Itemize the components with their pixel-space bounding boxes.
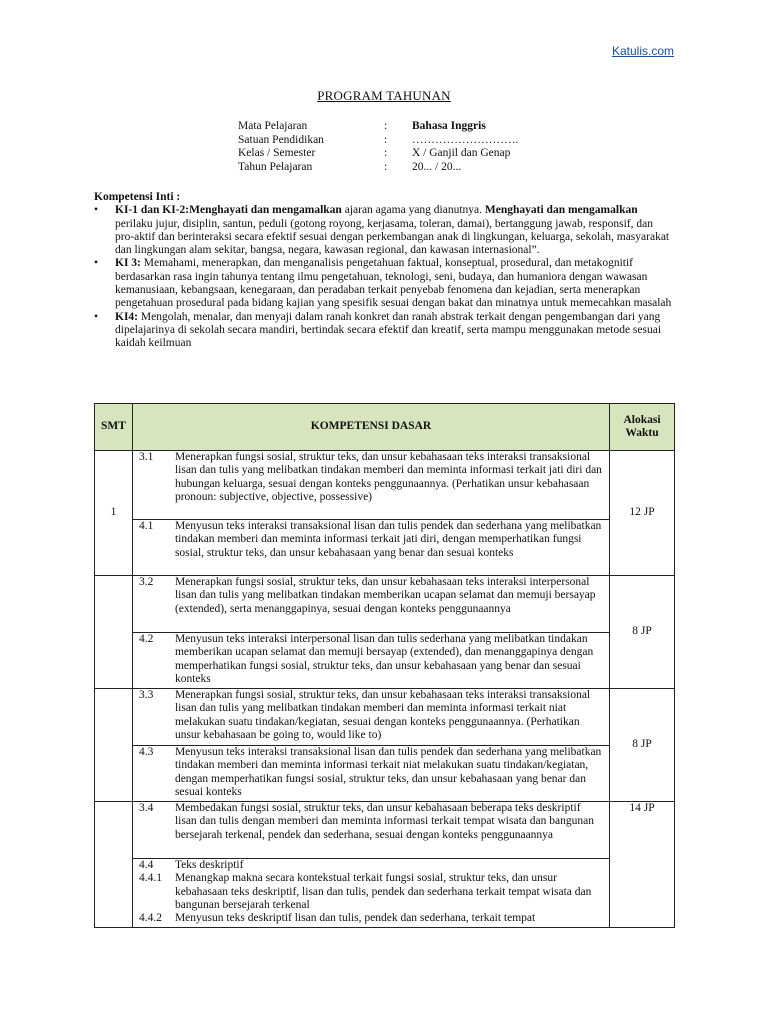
- smt-cell-empty: [95, 802, 133, 928]
- kd-text: Membedakan fungsi sosial, struktur teks, dan unsur kebahasaan beberapa teks deskriptif lisan dan tulis dengan memberi dan meminta informasi terkait tempat wisata dan bangunan bersejarah terkenal, pendek dan sederhana, sesuai dengan konteks penggunaannya: [174, 802, 594, 841]
- meta-value: X / Ganjil dan Genap: [412, 147, 511, 159]
- meta-colon: :: [384, 147, 388, 159]
- table-row: [95, 689, 675, 746]
- kd-cell: [132, 689, 609, 746]
- kd-number: 4.4.1: [138, 872, 162, 885]
- kd-cell: [132, 633, 609, 689]
- table-row: [95, 859, 675, 928]
- bullet-icon: •: [94, 257, 99, 270]
- alokasi-cell: 8 JP: [610, 576, 675, 689]
- meta-value: ……………………….: [412, 133, 519, 146]
- ki-bold: KI 3:: [115, 257, 141, 270]
- kompetensi-inti: [94, 191, 674, 351]
- smt-cell-empty: [95, 576, 133, 689]
- table-row: [95, 802, 675, 859]
- meta-row-class: [238, 147, 518, 161]
- table-header-row: [95, 404, 675, 451]
- table-row: [95, 576, 675, 633]
- alokasi-cell: 14 JP: [610, 802, 675, 928]
- meta-colon: :: [384, 160, 388, 173]
- kd-number: 4.1: [138, 520, 154, 532]
- katulis-link[interactable]: Katulis.com: [611, 44, 674, 58]
- kd-number: 4.4.2: [138, 912, 162, 925]
- kd-number: 4.3: [138, 746, 154, 758]
- kd-text: Menangkap makna secara kontekstual terkait fungsi sosial, struktur teks, dan unsur kebahasaan teks deskriptif, lisan dan tulis, pendek dan sederhana terkait tempat wisata dan bangunan bersejarah terkenal: [174, 872, 592, 911]
- table-row: [95, 520, 675, 576]
- ki-item-3: [94, 311, 674, 351]
- smt-cell-empty: [95, 689, 133, 802]
- kd-cell: [132, 802, 609, 859]
- header-kompetensi-dasar: KOMPETENSI DASAR: [132, 404, 609, 451]
- table-row: [95, 746, 675, 802]
- smt-cell: 1: [95, 451, 133, 576]
- kd-number: 4.2: [138, 633, 154, 645]
- kd-cell: [132, 859, 609, 928]
- ki-item-2: [94, 257, 674, 310]
- kd-text: Menyusun teks interaksi transaksional lisan dan tulis pendek dan sederhana yang melibatkan tindakan memberi dan meminta informasi terkait niat melakukan suatu tindakan/kegiatan, dengan memperhatikan fungsi sosial, struktur teks, dan unsur kebahasaan yang benar dan sesuai konteks: [174, 746, 602, 798]
- subject-meta: [238, 120, 518, 174]
- kompetensi-dasar-table: [94, 403, 675, 928]
- page-title: PROGRAM TAHUNAN: [317, 88, 451, 103]
- ki-text: Mengolah, menalar, dan menyaji dalam ranah konkret dan ranah abstrak terkait dengan pengembangan dari yang dipelajarinya di sekolah secara mandiri, bertindak secara efektif dan kreatif, serta mampu menggunakan metode sesuai kaidah keilmuan: [115, 310, 662, 350]
- kd-cell: [132, 576, 609, 633]
- meta-value: 20... / 20...: [412, 160, 462, 173]
- alokasi-cell: 12 JP: [610, 451, 675, 576]
- ki-text: Memahami, menerapkan, dan menganalisis pengetahuan faktual, konseptual, prosedural, dan metakognitif berdasarkan rasa ingin tahunya tentang ilmu pengetahuan, teknologi, seni, budaya, dan humaniora dengan wawasan kemanusiaan, kebangsaan, kenegaraan, dan peradaban terkait penyebab fenomena dan kejadian, serta menerapkan pengetahuan prosedural pada bidang kajian yang spesifik sesuai dengan bakat dan minatnya untuk memecahkan masalah: [115, 257, 672, 310]
- kd-text: Menyusun teks interaksi transaksional lisan dan tulis pendek dan sederhana yang melibatkan tindakan memberi dan meminta informasi terkait jati diri, dengan memperhatikan fungsi sosial, struktur teks, dan unsur kebahasaan yang benar dan sesuai konteks: [174, 520, 602, 559]
- kd-text: Menerapkan fungsi sosial, struktur teks, dan unsur kebahasaan teks interaksi transaksional lisan dan tulis yang melibatkan tindakan memberi dan meminta informasi terkait jati diri dan hubungan keluarga, sesuai dengan konteks penggunaannya. (Perhatikan unsur kebahasaan pronoun: subjective, objective, possessive): [174, 451, 602, 503]
- table-row: [95, 633, 675, 689]
- header-smt: SMT: [95, 404, 133, 451]
- kd-number: 3.1: [138, 451, 154, 463]
- header-alokasi: Alokasi Waktu: [610, 404, 675, 451]
- kd-number: 3.3: [138, 689, 154, 701]
- kd-cell: [132, 746, 609, 802]
- ki-text: ajaran agama yang dianutnya.: [341, 204, 485, 217]
- meta-colon: :: [384, 133, 388, 146]
- ki-bold: Menghayati dan mengamalkan: [484, 204, 638, 217]
- bullet-icon: •: [94, 310, 99, 323]
- meta-key: Mata Pelajaran: [238, 120, 308, 132]
- meta-key: Tahun Pelajaran: [238, 160, 313, 173]
- meta-key: Kelas / Semester: [238, 147, 316, 159]
- kd-text: Teks deskriptif: [174, 859, 244, 871]
- ki-item-1: [94, 204, 674, 257]
- meta-row-school: [238, 134, 518, 148]
- kd-number: 4.4: [138, 859, 154, 871]
- kd-cell: [132, 520, 609, 576]
- meta-row-year: [238, 161, 518, 175]
- ki-bold: KI-1 dan KI-2:Menghayati dan mengamalkan: [115, 204, 342, 217]
- meta-row-subject: [238, 120, 518, 134]
- kd-number: 3.2: [138, 576, 154, 588]
- ki-text: perilaku jujur, disiplin, santun, peduli (gotong royong, kerjasama, toleran, damai), bertanggung jawab, responsif, dan pro-aktif dan berinteraksi secara efektif sesuai dengan perkembangan anak di lingkungan, keluarga, sekolah, masyarakat dan lingkungan alam sekitar, bangsa, negara, kawasan regional, dan kawasan internasional”.: [115, 217, 670, 257]
- ki-heading: Kompetensi Inti :: [94, 191, 181, 203]
- kd-cell: [132, 451, 609, 520]
- bullet-icon: •: [94, 204, 99, 217]
- kd-text: Menyusun teks interaksi interpersonal lisan dan tulis sederhana yang melibatkan tindakan memberikan ucapan selamat dan memuji bersayap (extended), dan menanggapinya dengan memperhatikan fungsi sosial, struktur teks, dan unsur kebahasaan yang benar dan sesuai konteks: [174, 633, 594, 685]
- meta-colon: :: [384, 120, 388, 132]
- kd-number: 3.4: [138, 802, 154, 814]
- meta-key: Satuan Pendidikan: [238, 133, 324, 146]
- kd-text: Menerapkan fungsi sosial, struktur teks, dan unsur kebahasaan teks interaksi transaksional lisan dan tulis yang melibatkan tindakan memberi dan meminta informasi terkait niat melakukan suatu tindakan/kegiatan, sesuai dengan konteks penggunaannya. (Perhatikan unsur kebahasaan be going to, would like to): [174, 689, 591, 741]
- kd-text: Menerapkan fungsi sosial, struktur teks, dan unsur kebahasaan teks interaksi interpersonal lisan dan tulis yang melibatkan tindakan memberikan ucapan selamat dan memuji bersayap (extended), serta menanggapinya, sesuai dengan konteks penggunaannya: [174, 576, 596, 615]
- table-row: [95, 451, 675, 520]
- kd-text: Menyusun teks deskriptif lisan dan tulis, pendek dan sederhana, terkait tempat: [174, 912, 536, 925]
- meta-value: Bahasa Inggris: [412, 120, 486, 132]
- ki-bold: KI4:: [115, 310, 138, 323]
- alokasi-cell: 8 JP: [610, 689, 675, 802]
